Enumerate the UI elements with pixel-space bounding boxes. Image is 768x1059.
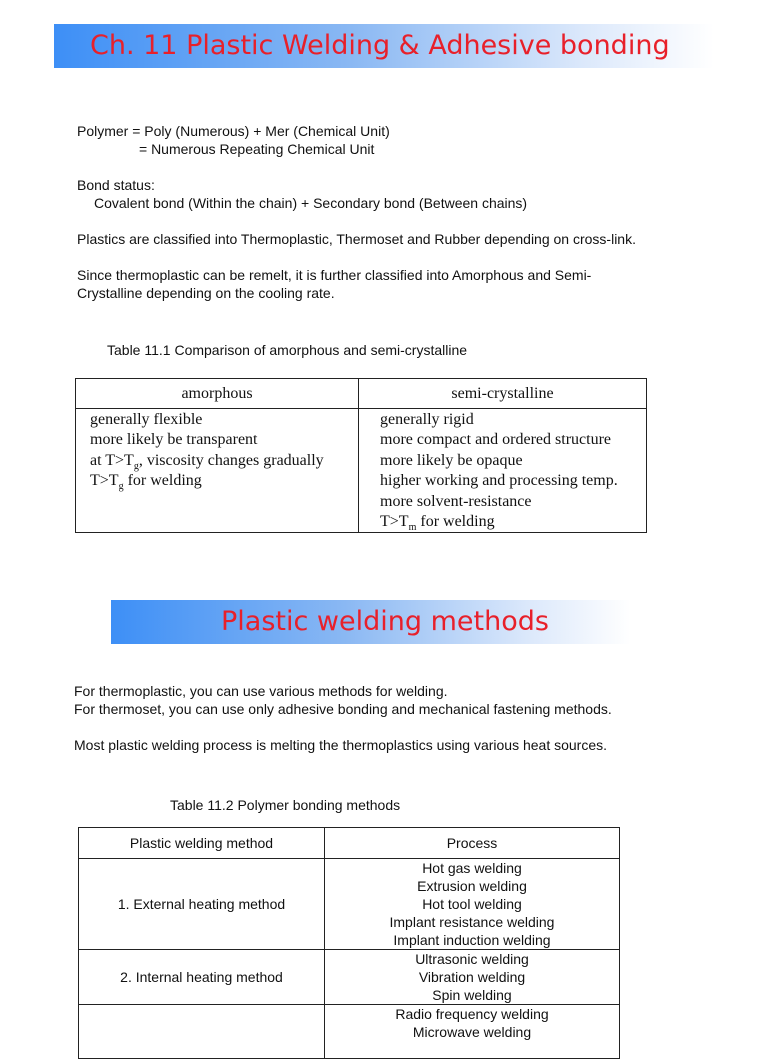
- list-item: at $T>T_g$, viscosity changes gradually: [90, 451, 324, 472]
- column-header-amorphous: amorphous: [76, 379, 359, 409]
- process-item: Spin welding: [432, 987, 512, 1003]
- table-row: [79, 1005, 620, 1059]
- process-cell: [325, 950, 620, 1005]
- column-header-semi-crystalline: semi-crystalline: [359, 379, 647, 409]
- bond-status-text: Covalent bond (Within the chain) + Secondary bond (Between chains): [94, 195, 528, 211]
- process-item: Radio frequency welding: [395, 1006, 549, 1022]
- bonding-methods-table: [78, 827, 620, 1059]
- semi-crystalline-properties: [359, 409, 647, 533]
- process-item: Extrusion welding: [417, 878, 527, 894]
- method-cell: 2. Internal heating method: [79, 950, 325, 1005]
- list-item: higher working and processing temp.: [380, 472, 618, 490]
- polymer-definition: Polymer = Poly (Numerous) + Mer (Chemical Unit): [77, 123, 390, 139]
- list-item: generally flexible: [90, 411, 203, 428]
- list-item: $T>T_g$ for welding: [90, 472, 202, 493]
- table1-caption: Table 11.1 Comparison of amorphous and semi-crystalline: [107, 342, 468, 358]
- process-cell: [325, 859, 620, 950]
- amorphous-properties: [76, 409, 359, 533]
- process-item: Hot gas welding: [422, 860, 522, 876]
- list-item: generally rigid: [380, 411, 474, 428]
- list-item: more compact and ordered structure: [380, 431, 612, 449]
- process-item: Implant induction welding: [393, 932, 551, 948]
- methods-text-line1: For thermoplastic, you can use various methods for welding.: [74, 683, 448, 699]
- process-item: Implant resistance welding: [389, 914, 555, 930]
- table-row: [79, 859, 620, 950]
- column-header-method: Plastic welding method: [79, 828, 325, 859]
- list-item: more likely be opaque: [380, 451, 523, 469]
- methods-text-line3: Most plastic welding process is melting the thermoplastics using various heat sources.: [74, 737, 608, 753]
- list-item: more likely be transparent: [90, 431, 258, 449]
- table-row: [76, 409, 647, 533]
- section-title: Plastic welding methods: [221, 606, 549, 637]
- thermoplastic-text-line1: Since thermoplastic can be remelt, it is further classified into Amorphous and Semi-: [77, 267, 592, 283]
- column-header-process: Process: [325, 828, 620, 859]
- methods-text-line2: For thermoset, you can use only adhesive bonding and mechanical fastening methods.: [74, 701, 612, 717]
- comparison-table: [75, 378, 647, 533]
- table-row: [79, 950, 620, 1005]
- table-header-row: [76, 379, 647, 409]
- classification-text: Plastics are classified into Thermoplastic, Thermoset and Rubber depending on cross-link.: [77, 231, 636, 247]
- polymer-definition-continued: = Numerous Repeating Chemical Unit: [139, 141, 375, 157]
- process-cell: [325, 1005, 620, 1059]
- list-item: more solvent-resistance: [380, 492, 532, 510]
- process-item: Microwave welding: [412, 1024, 532, 1040]
- list-item: $T>T_m$ for welding: [380, 513, 495, 534]
- process-item: Vibration welding: [418, 969, 526, 985]
- table-header-row: [79, 828, 620, 859]
- method-cell: 1. External heating method: [79, 859, 325, 950]
- page-title: Ch. 11 Plastic Welding & Adhesive bonding: [90, 30, 670, 61]
- process-item: Ultrasonic welding: [415, 951, 529, 967]
- bond-status-label: Bond status:: [77, 177, 155, 193]
- process-item: Hot tool welding: [422, 896, 522, 912]
- table2-caption: Table 11.2 Polymer bonding methods: [170, 797, 401, 813]
- thermoplastic-text-line2: Crystalline depending on the cooling rate.: [77, 285, 335, 301]
- method-cell: [79, 1005, 325, 1059]
